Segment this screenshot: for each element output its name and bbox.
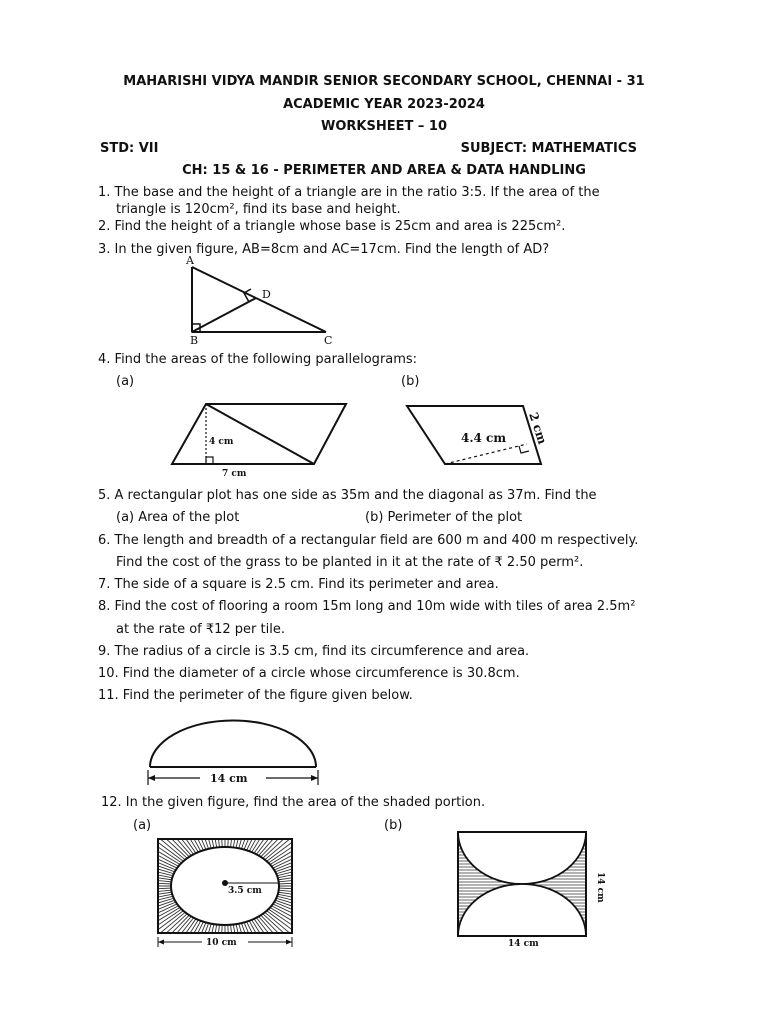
question-6-line-2: Find the cost of the grass to be planted in it at the rate of ₹ 2.50 perm². — [116, 555, 584, 570]
parallelogram-a-figure — [170, 400, 350, 480]
question-5-part-a: (a) Area of the plot — [116, 510, 240, 525]
standard: STD: VII — [100, 141, 159, 156]
academic-year: ACADEMIC YEAR 2023-2024 — [283, 97, 485, 112]
question-4-part-a: (a) — [116, 374, 135, 389]
question-12: 12. In the given figure, find the area of the shaded portion. — [101, 795, 486, 810]
vertex-label-a: A — [186, 254, 194, 267]
base-label: 7 cm — [222, 469, 247, 479]
width-label: 14 cm — [508, 939, 539, 949]
question-1-line-1: 1. The base and the height of a triangle are in the ratio 3:5. If the area of the — [98, 185, 600, 200]
vertex-label-b: B — [190, 334, 199, 347]
question-5: 5. A rectangular plot has one side as 35m and the diagonal as 37m. Find the — [98, 488, 597, 503]
vertex-label-c: C — [324, 334, 333, 347]
question-12-part-a: (a) — [133, 818, 152, 833]
radius-label: 3.5 cm — [228, 886, 262, 896]
semicircle-figure — [140, 715, 325, 790]
chapter-title: CH: 15 & 16 - PERIMETER AND AREA & DATA HANDLING — [182, 163, 586, 178]
side-label: 2 cm — [526, 410, 550, 446]
vertex-label-d: D — [262, 288, 271, 301]
subject: SUBJECT: MATHEMATICS — [460, 141, 637, 156]
question-1-line-2: triangle is 120cm², find its base and height. — [116, 202, 401, 217]
question-12-part-b: (b) — [384, 818, 403, 833]
question-6-line-1: 6. The length and breadth of a rectangular field are 600 m and 400 m respectively. — [98, 533, 639, 548]
question-8-line-2: at the rate of ₹12 per tile. — [116, 622, 285, 637]
shaded-figure-b — [450, 830, 610, 950]
worksheet-number: WORKSHEET – 10 — [321, 119, 447, 134]
question-4-part-b: (b) — [401, 374, 420, 389]
question-8-line-1: 8. Find the cost of flooring a room 15m long and 10m wide with tiles of area 2.5m² — [98, 599, 636, 614]
diameter-label: 14 cm — [210, 772, 248, 785]
question-4: 4. Find the areas of the following parallelograms: — [98, 352, 418, 367]
triangle-figure — [180, 255, 340, 347]
question-5-part-b: (b) Perimeter of the plot — [365, 510, 523, 525]
question-7: 7. The side of a square is 2.5 cm. Find its perimeter and area. — [98, 577, 499, 592]
parallelogram-b-figure — [405, 400, 550, 470]
height-label: 14 cm — [595, 872, 605, 903]
question-9: 9. The radius of a circle is 3.5 cm, find its circumference and area. — [98, 644, 530, 659]
question-2: 2. Find the height of a triangle whose base is 25cm and area is 225cm². — [98, 219, 566, 234]
school-name: MAHARISHI VIDYA MANDIR SENIOR SECONDARY SCHOOL, CHENNAI - 31 — [123, 74, 645, 89]
question-10: 10. Find the diameter of a circle whose circumference is 30.8cm. — [98, 666, 520, 681]
width-label: 10 cm — [206, 938, 237, 948]
height-label: 4 cm — [209, 437, 234, 447]
base-label: 4.4 cm — [461, 431, 507, 445]
shaded-figure-a — [150, 835, 300, 950]
question-11: 11. Find the perimeter of the figure given below. — [98, 688, 413, 703]
question-3: 3. In the given figure, AB=8cm and AC=17cm. Find the length of AD? — [98, 242, 550, 257]
